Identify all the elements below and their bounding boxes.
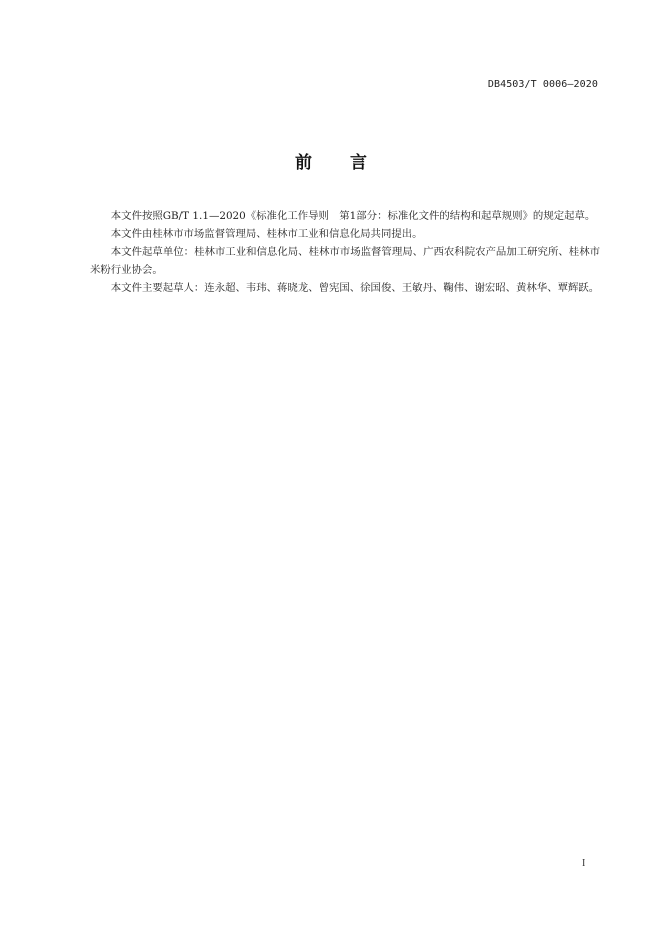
paragraph-proposer: 本文件由桂林市市场监督管理局、桂林市工业和信息化局共同提出。 <box>110 228 423 240</box>
foreword-body <box>90 207 600 297</box>
document-code: DB4503/T 0006—2020 <box>487 79 598 90</box>
paragraph-drafting-rules: 本文件按照GB/T 1.1—2020《标准化工作导则 第1部分：标准化文件的结构和起草规则》的规定起草。 <box>110 210 596 222</box>
page-title <box>0 148 662 173</box>
page-number: I <box>582 858 586 869</box>
title-char-1: 前 <box>295 153 312 173</box>
title-char-2: 言 <box>350 153 367 173</box>
paragraph-drafters: 本文件主要起草人：连永超、韦玮、蒋晓龙、曾宪国、徐国俊、王敏丹、鞠伟、谢宏昭、黄林华、覃辉跃。 <box>110 282 600 294</box>
paragraph-drafting-units: 本文件起草单位：桂林市工业和信息化局、桂林市市场监督管理局、广西农科院农产品加工研究所、桂林市米粉行业协会。 <box>90 246 600 276</box>
